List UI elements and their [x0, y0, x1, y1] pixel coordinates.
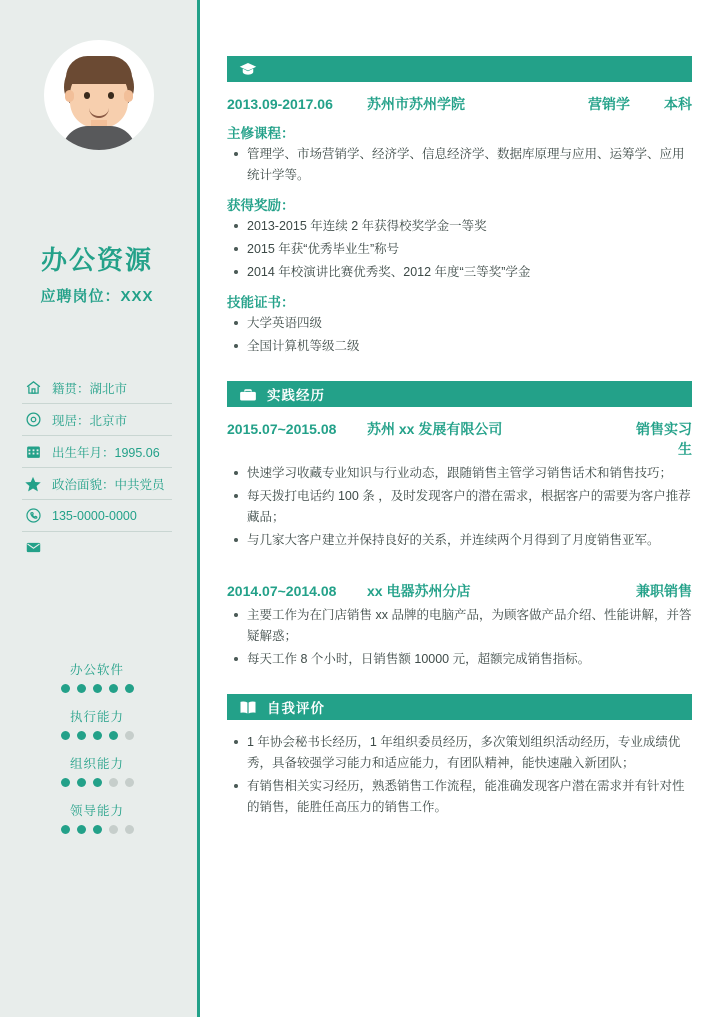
contact-item-hometown: [22, 372, 172, 404]
awards-list: [227, 216, 692, 283]
rating-dot: [93, 684, 102, 693]
skill-label: 办公软件: [69, 663, 124, 677]
rating-dot: [109, 778, 118, 787]
rating-dot: [61, 825, 70, 834]
section-bar-evaluation: [227, 694, 692, 720]
rating-dot: [93, 731, 102, 740]
applied-position: 应聘岗位：XXX: [40, 288, 154, 305]
rating-dot: [77, 684, 86, 693]
courses-list: [227, 144, 692, 186]
evaluation-bullets: [227, 732, 692, 818]
mail-icon: [22, 537, 44, 559]
contact-text: 现居：北京市: [52, 413, 128, 428]
skill-item: [0, 801, 194, 834]
rating-dot: [125, 684, 134, 693]
rating-dot: [77, 731, 86, 740]
list-item: 主要工作为在门店销售 xx 品牌的电脑产品，为顾客做产品介绍、性能讲解，并答疑解惑；: [245, 605, 692, 647]
skill-item: [0, 754, 194, 787]
contact-item-birthdate: [22, 436, 172, 468]
briefcase-icon: [237, 385, 259, 403]
skill-item: [0, 660, 194, 693]
rating-dot: [77, 825, 86, 834]
rating-dot: [61, 684, 70, 693]
section-bar-education: [227, 56, 692, 82]
list-item: 与几家大客户建立并保持良好的关系，并连续两个月得到了月度销售亚军。: [245, 530, 692, 551]
rating-dot: [61, 731, 70, 740]
book-icon: [237, 698, 259, 716]
candidate-name: 办公资源: [40, 245, 153, 275]
spacer: [227, 359, 692, 381]
skill-rating: [0, 825, 194, 834]
courses-title: 主修课程：: [227, 126, 295, 141]
list-item: 2014 年校演讲比赛优秀奖、2012 年度“三等奖”学金: [245, 262, 692, 283]
avatar-ear-left: [65, 90, 74, 102]
avatar-hair-top: [66, 56, 132, 84]
spacer: [227, 672, 692, 694]
contact-item-email: [22, 532, 172, 563]
certificates-list: [227, 313, 692, 357]
skill-label: 领导能力: [69, 804, 124, 818]
education-date: 2013.09-2017.06: [227, 96, 333, 112]
main-content: [203, 0, 720, 1017]
contact-list: [22, 372, 172, 563]
contact-text: 政治面貌：中共党员: [52, 477, 165, 492]
practice-header: [227, 581, 692, 601]
location-icon: [22, 409, 44, 431]
contact-item-residence: [22, 404, 172, 436]
certificates-title: 技能证书：: [227, 295, 295, 310]
practice-role: 兼职销售: [636, 583, 692, 599]
practice-org: 苏州 xx 发展有限公司: [367, 421, 503, 437]
contact-text: 籍贯：湖北市: [52, 381, 128, 396]
education-org: 苏州市苏州学院: [367, 96, 465, 112]
rating-dot: [125, 778, 134, 787]
rating-dot: [125, 825, 134, 834]
rating-dot: [93, 778, 102, 787]
rating-dot: [77, 778, 86, 787]
list-item: 2013-2015 年连续 2 年获得校奖学金一等奖: [245, 216, 692, 237]
rating-dot: [109, 825, 118, 834]
avatar-eye-left: [84, 92, 90, 99]
list-item: 管理学、市场营销学、经济学、信息经济学、数据库原理与应用、运筹学、应用统计学等。: [245, 144, 692, 186]
spacer: [227, 553, 692, 569]
home-icon: [22, 377, 44, 399]
education-degree: 本科: [664, 96, 692, 112]
list-item: 快速学习收藏专业知识与行业动态，跟随销售主管学习销售话术和销售技巧；: [245, 463, 692, 484]
contact-item-phone: [22, 500, 172, 532]
skill-list: [0, 660, 194, 848]
avatar-circle: [44, 40, 154, 150]
section-bar-practice: [227, 381, 692, 407]
list-item: 每天拨打电话约 100 条 ，及时发现客户的潜在需求，根据客户的需要为客户推荐藏品；: [245, 486, 692, 528]
avatar-eye-right: [108, 92, 114, 99]
list-item: 每天工作 8 个小时，日销售额 10000 元，超额完成销售指标。: [245, 649, 692, 670]
list-item: 2015 年获“优秀毕业生”称号: [245, 239, 692, 260]
skill-rating: [0, 684, 194, 693]
practice-bullets: [227, 605, 692, 670]
rating-dot: [93, 825, 102, 834]
practice-header: [227, 419, 692, 459]
education-header: [227, 94, 692, 114]
section-bar-title: 实践经历: [267, 388, 325, 403]
practice-role: 销售实习生: [636, 421, 692, 457]
contact-item-political-status: [22, 468, 172, 500]
section-bar-title: 自我评价: [267, 701, 325, 716]
skill-label: 组织能力: [69, 757, 124, 771]
contact-text: 135-0000-0000: [52, 508, 137, 523]
avatar-shirt: [62, 126, 136, 150]
rating-dot: [61, 778, 70, 787]
practice-item: [227, 419, 692, 551]
contact-text: 出生年月：1995.06: [52, 445, 160, 460]
avatar: [44, 40, 154, 150]
calendar-icon: [22, 441, 44, 463]
list-item: 全国计算机等级二级: [245, 336, 692, 357]
awards-title: 获得奖励：: [227, 198, 295, 213]
sidebar: [0, 0, 200, 1017]
skill-rating: [0, 778, 194, 787]
practice-bullets: [227, 463, 692, 551]
practice-date: 2014.07~2014.08: [227, 583, 337, 599]
sidebar-inner: [0, 0, 197, 1017]
skill-label: 执行能力: [69, 710, 124, 724]
list-item: 有销售相关实习经历，熟悉销售工作流程，能准确发现客户潜在需求并有针对性的销售，能胜任高压力的销售工作。: [245, 776, 692, 818]
list-item: 大学英语四级: [245, 313, 692, 334]
graduation-cap-icon: [237, 60, 259, 78]
education-major: 营销学: [588, 96, 630, 112]
practice-date: 2015.07~2015.08: [227, 421, 337, 437]
practice-item: [227, 581, 692, 670]
rating-dot: [109, 731, 118, 740]
rating-dot: [109, 684, 118, 693]
rating-dot: [125, 731, 134, 740]
list-item: 1 年协会秘书长经历，1 年组织委员经历，多次策划组织活动经历，专业成绩优秀，具备较强学习能力和适应能力，有团队精神，能快速融入新团队；: [245, 732, 692, 774]
star-icon: [22, 473, 44, 495]
skill-item: [0, 707, 194, 740]
practice-org: xx 电器苏州分店: [367, 583, 471, 599]
skill-rating: [0, 731, 194, 740]
avatar-ear-right: [124, 90, 133, 102]
phone-icon: [22, 505, 44, 527]
